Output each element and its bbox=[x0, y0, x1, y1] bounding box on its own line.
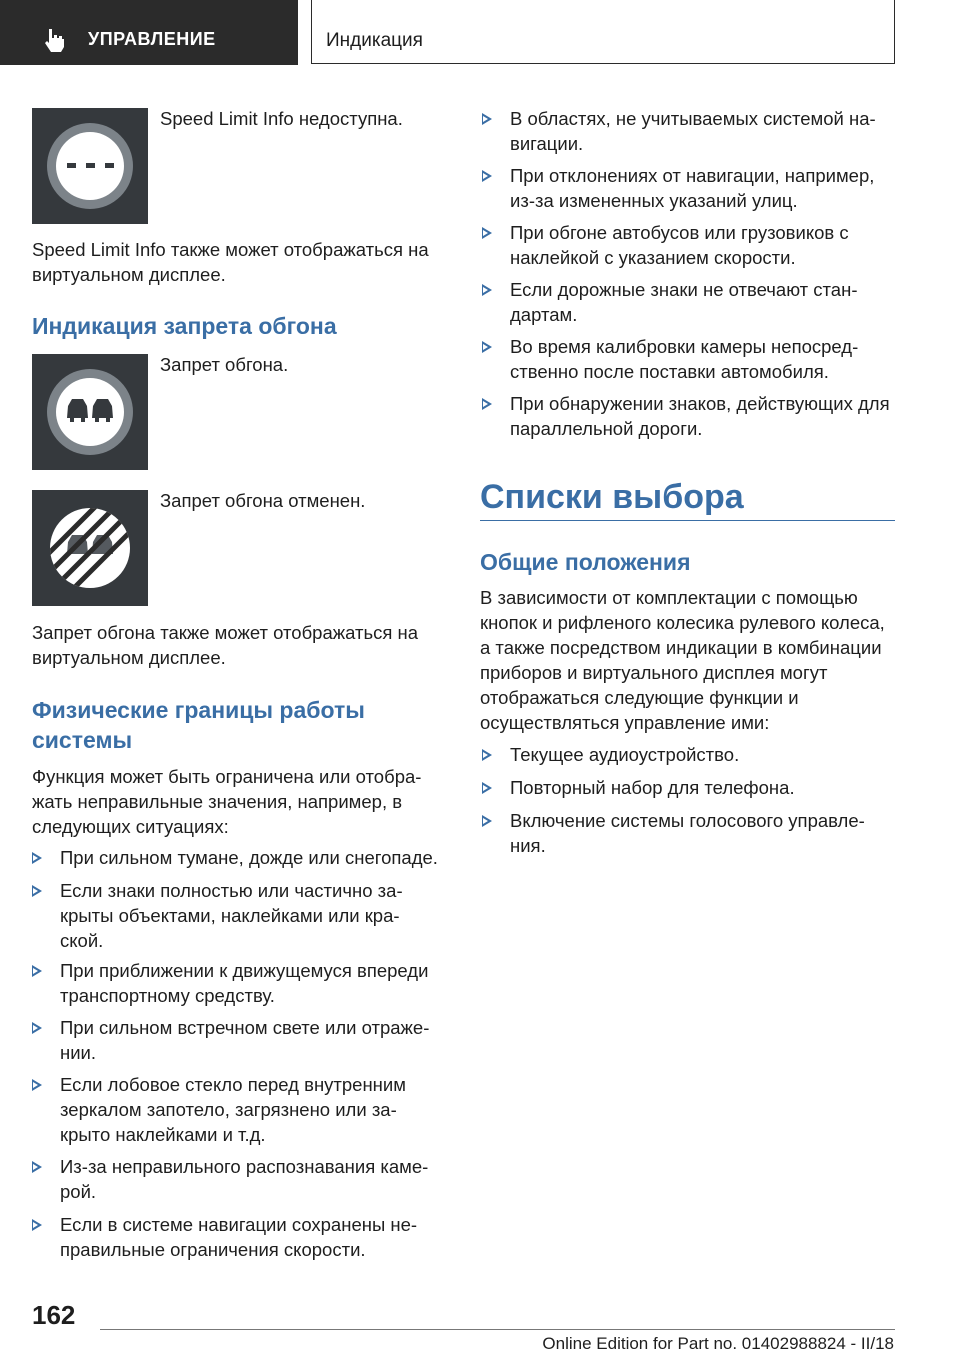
list-item: Повторный набор для телефона. bbox=[482, 775, 892, 800]
limits-intro: Функция может быть ограничена или отображать неправильные значения, например, в следующих ситуациях: bbox=[32, 766, 422, 837]
speed-limit-unavailable-image bbox=[32, 108, 148, 224]
list-item: Из-за неправильного распознавания камерой. bbox=[32, 1154, 452, 1204]
list-item: Если лобовое стекло перед внутренним зеркалом запотело, загрязнено или закрыто наклейками и т.д. bbox=[32, 1072, 432, 1147]
triangle-bullet-icon bbox=[482, 284, 492, 296]
heading-rule bbox=[480, 520, 895, 521]
list-item: При сильном встречном свете или отражении. bbox=[32, 1015, 452, 1065]
triangle-bullet-icon bbox=[32, 1079, 42, 1091]
list-item: При приближении к движущемуся впереди транспортному средству. bbox=[32, 958, 452, 1008]
list-item: Во время калибровки камеры непосредственно после поставки автомобиля. bbox=[482, 334, 892, 384]
triangle-bullet-icon bbox=[32, 1161, 42, 1173]
list-item: При обгоне автобусов или грузовиков с наклейкой с указанием скорости. bbox=[482, 220, 892, 270]
triangle-bullet-icon bbox=[482, 170, 492, 182]
triangle-bullet-icon bbox=[482, 782, 492, 794]
no-overtaking-image bbox=[32, 354, 148, 470]
triangle-bullet-icon bbox=[32, 852, 42, 864]
no-overtaking-caption: Запрет обгона. bbox=[160, 354, 289, 375]
page-number: 162 bbox=[32, 1300, 76, 1330]
heading-selection-lists: Списки выбора bbox=[480, 478, 744, 516]
triangle-bullet-icon bbox=[482, 398, 492, 410]
list-item: При обнаружении знаков, действующих для параллельной дороги. bbox=[482, 391, 892, 441]
subsection-tab bbox=[311, 0, 895, 64]
triangle-bullet-icon bbox=[32, 1219, 42, 1231]
footer-edition: Online Edition for Part no. 01402988824 - II/18 bbox=[542, 1334, 894, 1353]
list-item: Если дорожные знаки не отвечают стандартам. bbox=[482, 277, 892, 327]
list-item: При отклонениях от навигации, например, из-за измененных указаний улиц. bbox=[482, 163, 892, 213]
footer-rule bbox=[100, 1329, 895, 1330]
heading-physical-limits: Физические границы работы системы bbox=[32, 697, 365, 753]
list-item: В областях, не учитываемых системой навигации. bbox=[482, 106, 892, 156]
overtaking-allowed-caption: Запрет обгона отменен. bbox=[160, 490, 366, 511]
subsection-title: Индикация bbox=[326, 30, 423, 51]
list-item: При сильном тумане, дожде или снегопаде. bbox=[32, 845, 452, 870]
virtual-display-note-2: Запрет обгона также может отображаться на виртуальном дисплее. bbox=[32, 622, 419, 668]
triangle-bullet-icon bbox=[32, 885, 42, 897]
heading-overtake: Индикация запрета обгона bbox=[32, 313, 337, 339]
triangle-bullet-icon bbox=[32, 965, 42, 977]
list-item: Текущее аудиоустройство. bbox=[482, 742, 892, 767]
virtual-display-note-1: Speed Limit Info также может отображаться на виртуальном дисплее. bbox=[32, 239, 429, 285]
overtaking-allowed-image bbox=[32, 490, 148, 606]
general-paragraph: В зависимости от комплектации с помощью кнопок и рифленого колесика рулевого колеса, а также посредством индикации в комбинации приборов и виртуального дисплея могут отображаться следующие функции и осуществляться управление ими: bbox=[480, 587, 885, 733]
end-of-no-overtaking-icon bbox=[32, 490, 148, 606]
triangle-bullet-icon bbox=[32, 1022, 42, 1034]
triangle-bullet-icon bbox=[482, 341, 492, 353]
list-item: Если знаки полностью или частично закрыты объектами, наклейками или краской. bbox=[32, 878, 432, 953]
speed-limit-unavailable-caption: Speed Limit Info недоступна. bbox=[160, 108, 403, 129]
triangle-bullet-icon bbox=[482, 227, 492, 239]
triangle-bullet-icon bbox=[482, 113, 492, 125]
hand-pointer-icon bbox=[42, 27, 68, 53]
heading-general: Общие положения bbox=[480, 549, 691, 575]
section-title: УПРАВЛЕНИЕ bbox=[88, 29, 216, 49]
section-tab bbox=[0, 0, 298, 65]
list-item: Если в системе навигации сохранены неправильные ограничения скорости. bbox=[32, 1212, 452, 1262]
no-overtaking-icon bbox=[32, 354, 148, 470]
triangle-bullet-icon bbox=[482, 749, 492, 761]
list-item: Включение системы голосового управления. bbox=[482, 808, 892, 858]
triangle-bullet-icon bbox=[482, 815, 492, 827]
speed-limit-unavailable-icon bbox=[32, 108, 148, 224]
